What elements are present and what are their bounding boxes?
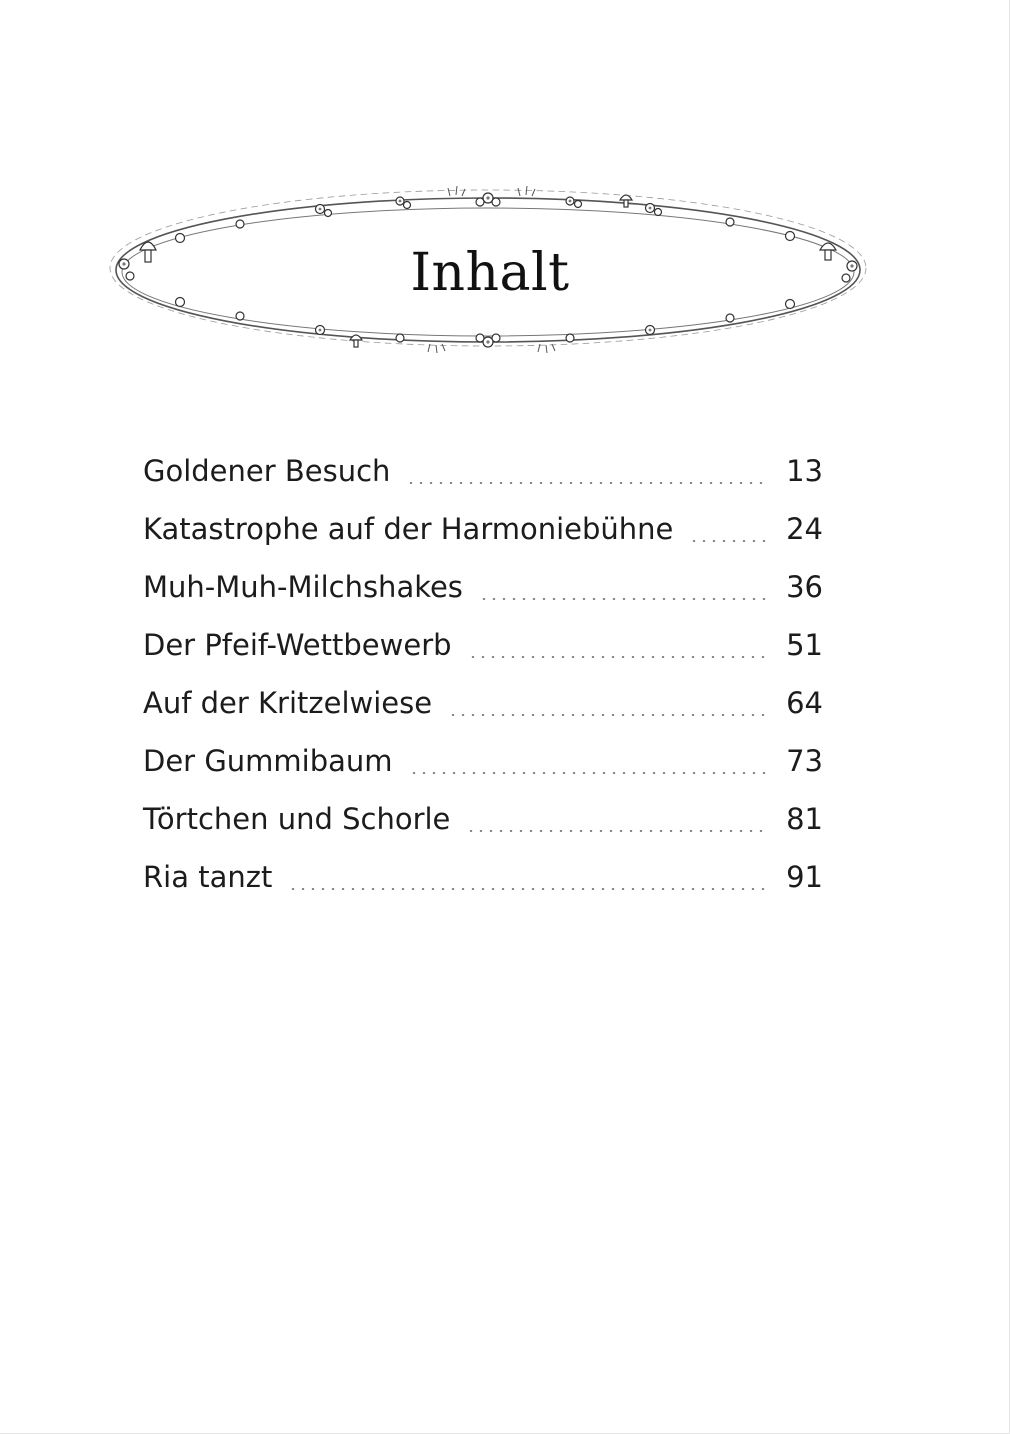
toc-entry[interactable]	[143, 790, 823, 848]
dot-leader	[468, 656, 767, 658]
toc-entry-title: Katastrophe auf der Harmoniebühne	[143, 512, 674, 546]
toc-entry[interactable]	[143, 442, 823, 500]
toc-entry-title: Der Gummibaum	[143, 744, 393, 778]
table-of-contents	[143, 442, 823, 906]
toc-entry-title: Muh-Muh-Milchshakes	[143, 570, 463, 604]
dot-leader	[288, 888, 767, 890]
toc-entry[interactable]	[143, 500, 823, 558]
toc-entry-title: Ria tanzt	[143, 860, 273, 894]
toc-entry-page: 24	[786, 512, 823, 546]
toc-entry-page: 51	[786, 628, 823, 662]
dot-leader	[689, 540, 767, 542]
dot-leader	[406, 482, 767, 484]
toc-entry-page: 64	[786, 686, 823, 720]
toc-entry-page: 36	[786, 570, 823, 604]
toc-entry-page: 13	[786, 454, 823, 488]
toc-entry[interactable]	[143, 558, 823, 616]
dot-leader	[448, 714, 767, 716]
toc-entry-title: Der Pfeif-Wettbewerb	[143, 628, 452, 662]
toc-entry-page: 73	[786, 744, 823, 778]
toc-entry[interactable]	[143, 848, 823, 906]
toc-entry-title: Auf der Kritzelwiese	[143, 686, 433, 720]
dot-leader	[479, 598, 767, 600]
toc-entry[interactable]	[143, 616, 823, 674]
toc-entry-title: Goldener Besuch	[143, 454, 391, 488]
toc-entry-title: Törtchen und Schorle	[143, 802, 451, 836]
toc-entry[interactable]	[143, 674, 823, 732]
page-title: Inhalt	[410, 243, 570, 303]
toc-entry-page: 91	[786, 860, 823, 894]
dot-leader	[466, 830, 767, 832]
toc-entry[interactable]	[143, 732, 823, 790]
dot-leader	[409, 772, 767, 774]
toc-entry-page: 81	[786, 802, 823, 836]
